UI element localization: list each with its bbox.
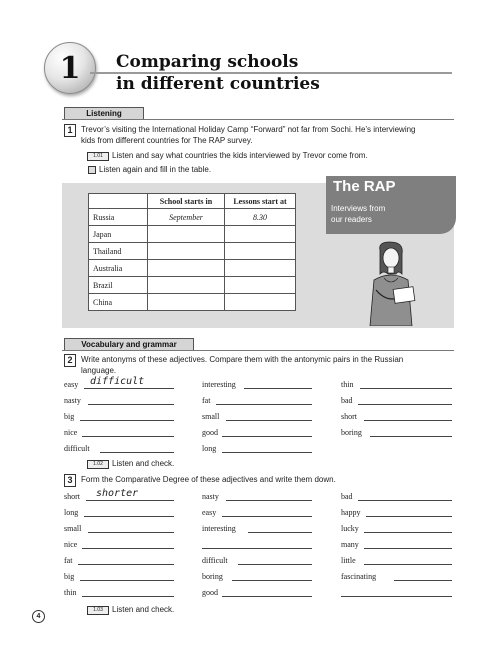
answer-line[interactable] [84, 388, 174, 389]
answer-line[interactable] [84, 516, 174, 517]
school-start-cell[interactable] [148, 226, 225, 243]
table-header-row [89, 194, 296, 209]
answer-line[interactable] [364, 548, 452, 549]
task2-check: Listen and check. [112, 459, 175, 468]
rap-subtitle-line1: Interviews from [331, 204, 386, 213]
adjective-label: difficult [202, 556, 228, 565]
table-header-cell: Lessons start at [225, 194, 296, 209]
answer-line[interactable] [78, 564, 174, 565]
answer-line[interactable] [202, 548, 312, 549]
adjective-label: boring [341, 428, 362, 437]
task2-text-line2: language. [81, 366, 117, 375]
answer-line[interactable] [226, 500, 312, 501]
answer-line[interactable] [364, 532, 452, 533]
adjective-label: interesting [202, 524, 236, 533]
table-header-cell: School starts in [148, 194, 225, 209]
adjective-label: bad [341, 492, 353, 501]
adjective-label: boring [202, 572, 223, 581]
lessons-start-cell[interactable] [225, 294, 296, 311]
answer-line[interactable] [82, 596, 174, 597]
section-rule [62, 119, 454, 120]
school-start-cell[interactable] [148, 294, 225, 311]
unit-number-badge [44, 42, 96, 94]
unit-number: 1 [59, 50, 81, 86]
answer-line[interactable] [370, 436, 452, 437]
adjective-label: easy [64, 380, 79, 389]
answer-line[interactable] [244, 388, 312, 389]
answer-line[interactable] [222, 516, 312, 517]
example-answer: shorter [96, 488, 139, 499]
answer-line[interactable] [88, 404, 174, 405]
task1-text-line2: kids from different countries for The RAP survey. [81, 136, 253, 145]
answer-line[interactable] [222, 436, 312, 437]
adjective-label: short [341, 412, 357, 421]
adjective-label: small [64, 524, 82, 533]
unit-title-line1: Comparing schools [116, 52, 299, 72]
answer-line[interactable] [80, 420, 174, 421]
lessons-start-cell[interactable] [225, 260, 296, 277]
adjective-label: thin [64, 588, 77, 597]
rap-title: The RAP [333, 178, 396, 195]
task1-text-line1: Trevor’s visiting the International Holiday Camp “Forward” not far from Sochi. He’s interviewing [81, 125, 416, 134]
table-row [89, 243, 296, 260]
audio-cd-icon[interactable]: 1.03 [87, 606, 109, 615]
answer-line[interactable] [394, 580, 452, 581]
school-start-cell[interactable]: September [148, 209, 225, 226]
adjective-label: easy [202, 508, 217, 517]
answer-line[interactable] [80, 580, 174, 581]
task-number-2: 2 [64, 354, 76, 367]
adjective-label: good [202, 588, 218, 597]
adjective-label: bad [341, 396, 353, 405]
table-row [89, 260, 296, 277]
task1-instruction-a: Listen and say what countries the kids interviewed by Trevor come from. [112, 151, 368, 160]
table-header-cell [89, 194, 148, 209]
adjective-label: long [202, 444, 217, 453]
answer-line[interactable] [222, 452, 312, 453]
adjective-label: nice [64, 540, 78, 549]
answer-line[interactable] [366, 516, 452, 517]
adjective-label: big [64, 412, 75, 421]
school-start-cell[interactable] [148, 277, 225, 294]
answer-line[interactable] [82, 548, 174, 549]
answer-line[interactable] [248, 532, 312, 533]
task1-text [81, 124, 456, 146]
rap-subtitle-line2: our readers [331, 215, 372, 224]
section-label-listening: Listening [64, 107, 144, 120]
unit-title-line2: in different countries [116, 74, 320, 94]
adjective-label: difficult [64, 444, 90, 453]
lessons-start-cell[interactable] [225, 226, 296, 243]
answer-line[interactable] [226, 420, 312, 421]
answer-line[interactable] [358, 404, 452, 405]
adjective-label: short [64, 492, 80, 501]
country-table [88, 193, 296, 311]
adjective-label: little [341, 556, 356, 565]
answer-line[interactable] [341, 596, 452, 597]
task-number-1: 1 [64, 124, 76, 137]
table-row [89, 294, 296, 311]
adjective-label: small [202, 412, 220, 421]
answer-line[interactable] [358, 500, 452, 501]
country-cell: China [89, 294, 148, 311]
answer-line[interactable] [100, 452, 174, 453]
task2-text-line1: Write antonyms of these adjectives. Compare them with the antonymic pairs in the Russian [81, 355, 404, 364]
answer-line[interactable] [360, 388, 452, 389]
adjective-label: nasty [202, 492, 219, 501]
section-rule [62, 350, 454, 351]
lessons-start-cell[interactable]: 8.30 [225, 209, 296, 226]
rap-subtitle [331, 203, 385, 225]
task3-text: Form the Comparative Degree of these adjectives and write them down. [81, 475, 336, 484]
adjective-label: interesting [202, 380, 236, 389]
answer-line[interactable] [364, 564, 452, 565]
answer-line[interactable] [238, 564, 312, 565]
adjective-label: fat [64, 556, 73, 565]
audio-cd-icon[interactable]: 1.02 [87, 460, 109, 469]
adjective-label: thin [341, 380, 354, 389]
example-answer: difficult [90, 376, 145, 387]
adjective-label: fat [202, 396, 211, 405]
adjective-label: fascinating [341, 572, 377, 581]
lessons-start-cell[interactable] [225, 243, 296, 260]
adjective-label: nice [64, 428, 78, 437]
country-cell: Japan [89, 226, 148, 243]
school-start-cell[interactable] [148, 243, 225, 260]
task3-check: Listen and check. [112, 605, 175, 614]
adjective-label: big [64, 572, 75, 581]
audio-cd-icon[interactable]: 1.01 [87, 152, 109, 161]
answer-line[interactable] [216, 404, 312, 405]
table-row [89, 226, 296, 243]
answer-line[interactable] [222, 596, 312, 597]
country-cell: Russia [89, 209, 148, 226]
adjective-label: nasty [64, 396, 81, 405]
adjective-label: lucky [341, 524, 359, 533]
page-number: 4 [32, 610, 45, 623]
unit-title [116, 51, 320, 95]
answer-line[interactable] [88, 532, 174, 533]
girl-illustration [358, 240, 428, 326]
country-cell: Australia [89, 260, 148, 277]
country-cell: Thailand [89, 243, 148, 260]
section-label-vocabulary: Vocabulary and grammar [64, 338, 194, 351]
task2-text [81, 354, 456, 376]
task-number-3: 3 [64, 474, 76, 487]
checkbox-icon [88, 166, 96, 174]
adjective-label: good [202, 428, 218, 437]
table-row [89, 277, 296, 294]
school-start-cell[interactable] [148, 260, 225, 277]
answer-line[interactable] [86, 500, 174, 501]
country-cell: Brazil [89, 277, 148, 294]
answer-line[interactable] [364, 420, 452, 421]
lessons-start-cell[interactable] [225, 277, 296, 294]
task1-instruction-b: Listen again and fill in the table. [99, 165, 212, 174]
adjective-label: happy [341, 508, 361, 517]
answer-line[interactable] [232, 580, 312, 581]
answer-line[interactable] [82, 436, 174, 437]
adjective-label: long [64, 508, 79, 517]
adjective-label: many [341, 540, 359, 549]
table-row [89, 209, 296, 226]
